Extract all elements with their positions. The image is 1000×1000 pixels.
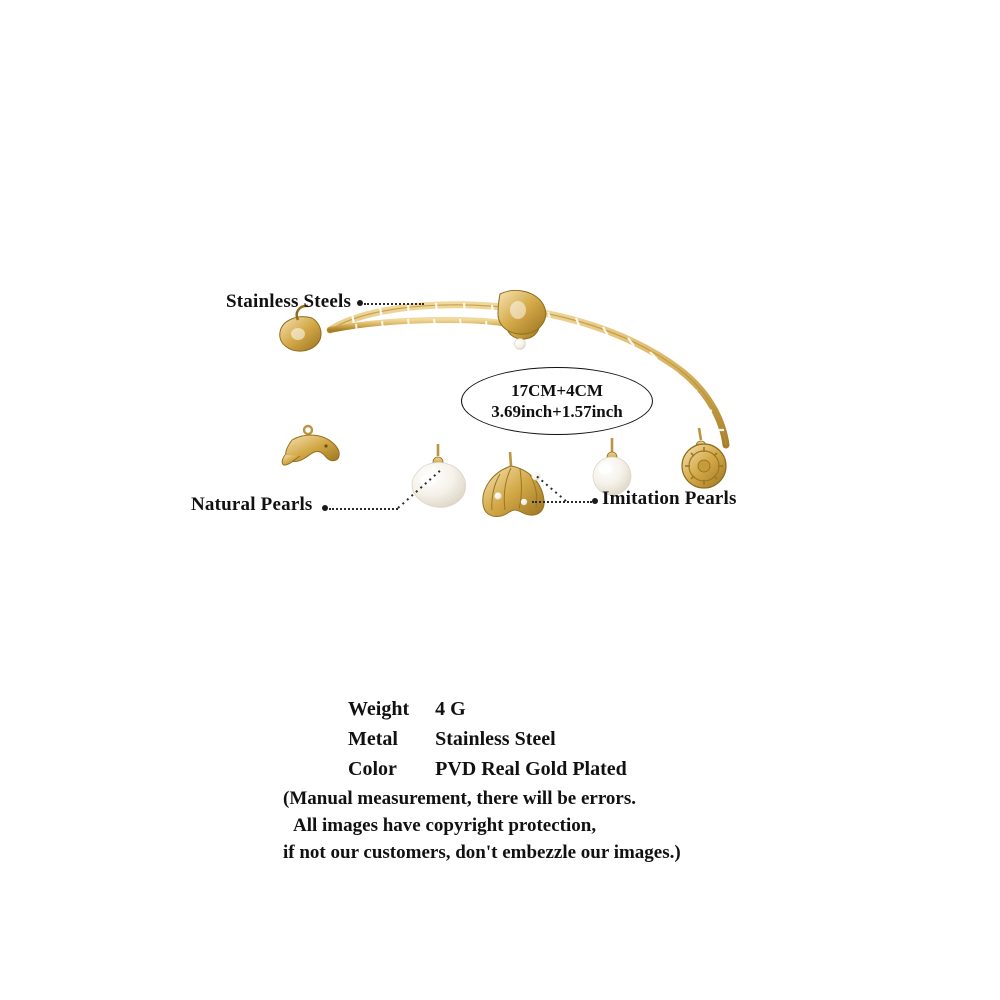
spec-key-color: Color bbox=[348, 758, 397, 780]
coin-charm-icon bbox=[682, 428, 726, 488]
callout-dot-stainless-steels bbox=[357, 300, 363, 306]
spec-value-color: PVD Real Gold Plated bbox=[435, 758, 627, 780]
spec-row-metal bbox=[348, 728, 627, 758]
measurement-callout bbox=[461, 367, 653, 435]
spec-key-metal: Metal bbox=[348, 728, 398, 750]
callout-leader-stainless-steels bbox=[364, 303, 424, 305]
callout-label-natural-pearls: Natural Pearls bbox=[191, 494, 313, 515]
spec-value-metal: Stainless Steel bbox=[435, 728, 556, 750]
spec-row-weight bbox=[348, 698, 627, 728]
dolphin-charm-icon bbox=[282, 426, 339, 465]
measurement-cm: 17CM+4CM bbox=[511, 380, 603, 400]
callout-label-stainless-steels: Stainless Steels bbox=[226, 291, 352, 312]
callout-dot-imitation-pearls bbox=[592, 498, 598, 504]
spring-ring-icon bbox=[498, 290, 546, 334]
callout-leader-natural-pearls bbox=[329, 508, 398, 510]
measurement-inch: 3.69inch+1.57inch bbox=[491, 402, 623, 421]
disclaimer-notes bbox=[283, 785, 753, 866]
spec-table bbox=[348, 698, 627, 788]
note-line-1: (Manual measurement, there will be errors. bbox=[283, 788, 637, 809]
callout-leader-imitation-pearls-bend bbox=[528, 470, 570, 504]
small-pearl-bead bbox=[515, 339, 526, 350]
callout-leader-natural-pearls-bend bbox=[396, 466, 456, 512]
note-line-2: All images have copyright protection, bbox=[293, 815, 597, 836]
spec-key-weight: Weight bbox=[348, 698, 410, 720]
spec-row-color bbox=[348, 758, 627, 788]
callout-label-imitation-pearls: Imitation Pearls bbox=[602, 488, 737, 509]
callout-dot-natural-pearls bbox=[322, 505, 328, 511]
spec-value-weight: 4 G bbox=[435, 698, 466, 720]
imitation-pearl-charm-icon bbox=[593, 438, 631, 495]
note-line-3: if not our customers, don't embezzle our images.) bbox=[283, 842, 681, 863]
